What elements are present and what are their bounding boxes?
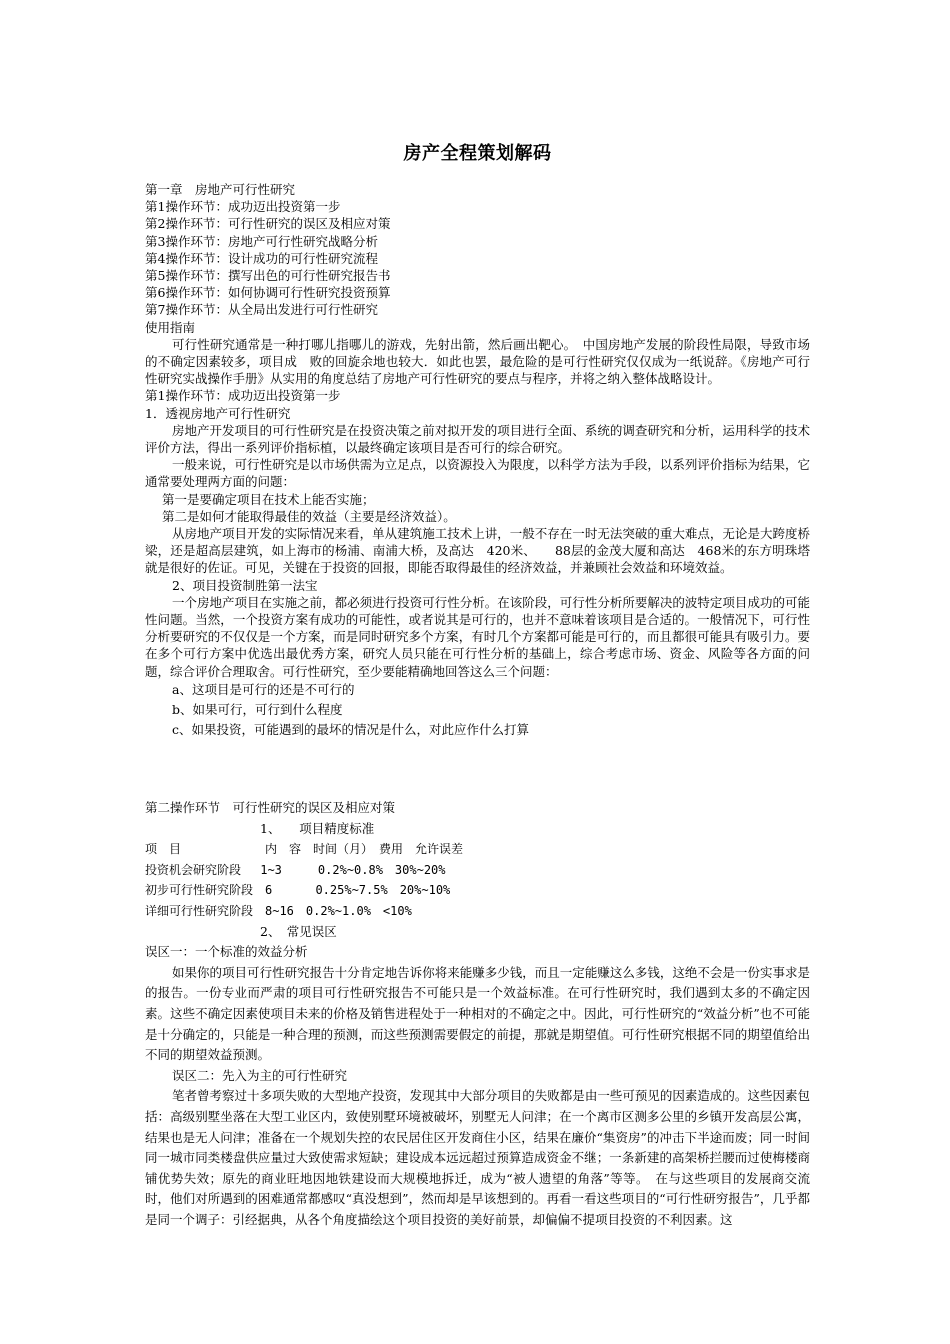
section2-heading: 第二操作环节 可行性研究的误区及相应对策 bbox=[145, 800, 396, 815]
table-row: 详细可行性研究阶段 8~16 0.2%~1.0% <10% bbox=[145, 903, 412, 918]
precision-standard-heading: 1、 项目精度标准 bbox=[260, 820, 375, 836]
paragraph: 第一是要确定项目在技术上能否实施； bbox=[162, 491, 375, 507]
question-c: c、如果投资，可能遇到的最坏的情况是什么，对此应作什么打算 bbox=[172, 721, 530, 737]
myth2-label: 误区二：先入为主的可行性研究 bbox=[172, 1067, 348, 1083]
question-a: a、这项目是可行的还是不可行的 bbox=[172, 681, 355, 697]
paragraph: 从房地产项目开发的实际情况来看，单从建筑施工技术上讲，一般不存在一时无法突破的重大难点，无论是大跨度桥梁，还是超高层建筑，如上海市的杨浦、南浦大桥，及高达 420米、 88层的金茂大厦和高达 468米的东方明珠塔就是很好的佐证。可见，关键在于投资的回报，即能否取得最佳的经济效益，并兼顾社会效益和环境效益。 bbox=[145, 526, 810, 576]
toc-item: 第6操作环节：如何协调可行性研究投资预算 bbox=[145, 285, 391, 301]
toc-item: 第1操作环节：成功迈出投资第一步 bbox=[145, 199, 341, 215]
toc-item: 第4操作环节：设计成功的可行性研究流程 bbox=[145, 250, 378, 266]
toc-chapter: 第一章 房地产可行性研究 bbox=[145, 182, 296, 197]
guide-paragraph: 可行性研究通常是一种打哪儿指哪儿的游戏，先射出箭，然后画出靶心。 中国房地产发展的阶段性局限，导致市场的不确定因素较多，项目成 败的回旋余地也较大．如此也罢，最危险的是可行性研究仅仅成为一纸说辞。《房地产可行性研究实战操作手册》从实用的角度总结了房地产可行性研究的要点与程序，并将之纳入整体战略设计。 bbox=[145, 336, 810, 387]
paragraph: 笔者曾考察过十多项失败的大型地产投资，发现其中大部分项目的失败都是由一些可预见的因素造成的。这些因素包括：高级别墅坐落在大型工业区内，致使别墅环境被破坏，别墅无人问津；在一个离市区测多公里的乡镇开发高层公寓，结果也是无人问津；准备在一个规划失控的农民居住区开发商住小区，结果在廉价“集资房”的冲击下半途而废；同一时间同一城市同类楼盘供应量过大致使需求短缺；建设成本远远超过预算造成资金不继；一条新建的高架桥拦腰而过使梅楼商铺优势失效；原先的商业旺地因地铁建设而大规模地拆迁，成为“被人遗望的角落”等等。 在与这些项目的发展商交流时，他们对所遇到的困难通常都感叹“真没想到”，然而却是早该想到的。再看一看这些项目的“可行性研穷报告”，几乎都是同一个调子：引经据典，从各个角度描绘这个项目投资的美好前景，却偏偏不提项目投资的不利因素。这 bbox=[145, 1088, 810, 1227]
toc-item: 第5操作环节：撰写出色的可行性研究报告书 bbox=[145, 268, 391, 284]
paragraph: 一个房地产项目在实施之前，都必须进行投资可行性分析。在该阶段，可行性分析所要解决的波特定项目成功的可能性问题。当然，一个投资方案有成功的可能性，或者说其是可行的，也并不意味着该项目是合适的。一般情况下，可行性分析要研究的不仅仅是一个方案，而是同时研究多个方案，有时几个方案都可能是可行的，而且都很可能具有吸引力。要在多个可行方案中优选出最优秀方案，研究人员只能在可行性分析的基础上，综合考虑市场、资金、风险等各方面的问题，综合评价合理取舍。可行性研究，至少要能精确地回答这么三个问题： bbox=[145, 594, 810, 679]
table-header: 项 目 内 容 时间（月） 费用 允许误差 bbox=[145, 842, 464, 857]
document-title: 房产全程策划解码 bbox=[403, 143, 552, 164]
section1-heading: 第1操作环节：成功迈出投资第一步 bbox=[145, 388, 341, 404]
myth1-label: 误区一：一个标准的效益分析 bbox=[145, 944, 308, 960]
toc-item: 第7操作环节：从全局出发进行可行性研究 bbox=[145, 302, 378, 318]
paragraph: 房地产开发项目的可行性研究是在投资决策之前对拟开发的项目进行全面、系统的调查研究和分析，运用科学的技术评价方法，得出一系列评价指标植，以最终确定该项目是否可行的综合研究。 bbox=[145, 422, 810, 456]
common-myths-heading: 2、 常见误区 bbox=[260, 923, 337, 939]
paragraph: 第二是如何才能取得最佳的效益（主要是经济效益）。 bbox=[162, 508, 456, 524]
table-row: 初步可行性研究阶段 6 0.25%~7.5% 20%~10% bbox=[145, 883, 451, 898]
section1-subheading: 2、项目投资制胜第一法宝 bbox=[172, 577, 318, 593]
question-b: b、如果可行，可行到什么程度 bbox=[172, 701, 343, 717]
table-row: 投资机会研究阶段 1~3 0.2%~0.8% 30%~20% bbox=[145, 862, 446, 877]
guide-label: 使用指南 bbox=[145, 319, 196, 335]
paragraph: 如果你的项目可行性研究报告十分肯定地告诉你将来能赚多少钱，而且一定能赚这么多钱，这绝不会是一份实事求是的报告。一份专业而严肃的项目可行性研究报告不可能只是一个效益标准。在可行性研究时，我们遇到太多的不确定因素。这些不确定因素使项目未来的价格及销售进程处于一种相对的不确定之中。因此，可行性研究的“效益分析”也不可能是十分确定的，只能是一种合理的预测，而这些预测需要假定的前提，那就是期望值。可行性研究根据不同的期望值给出不同的期望效益预测。 bbox=[145, 964, 810, 1063]
section2 bbox=[145, 798, 810, 1230]
toc-item: 第3操作环节：房地产可行性研究战略分析 bbox=[145, 233, 378, 249]
paragraph: 一般来说，可行性研究是以市场供需为立足点，以资源投入为限度，以科学方法为手段，以系列评价指标为结果，它通常要处理两方面的问题： bbox=[145, 457, 810, 490]
document-body bbox=[145, 181, 810, 740]
section1-subheading: 1．透视房地产可行性研究 bbox=[145, 405, 291, 421]
toc-item: 第2操作环节：可行性研究的误区及相应对策 bbox=[145, 216, 391, 232]
